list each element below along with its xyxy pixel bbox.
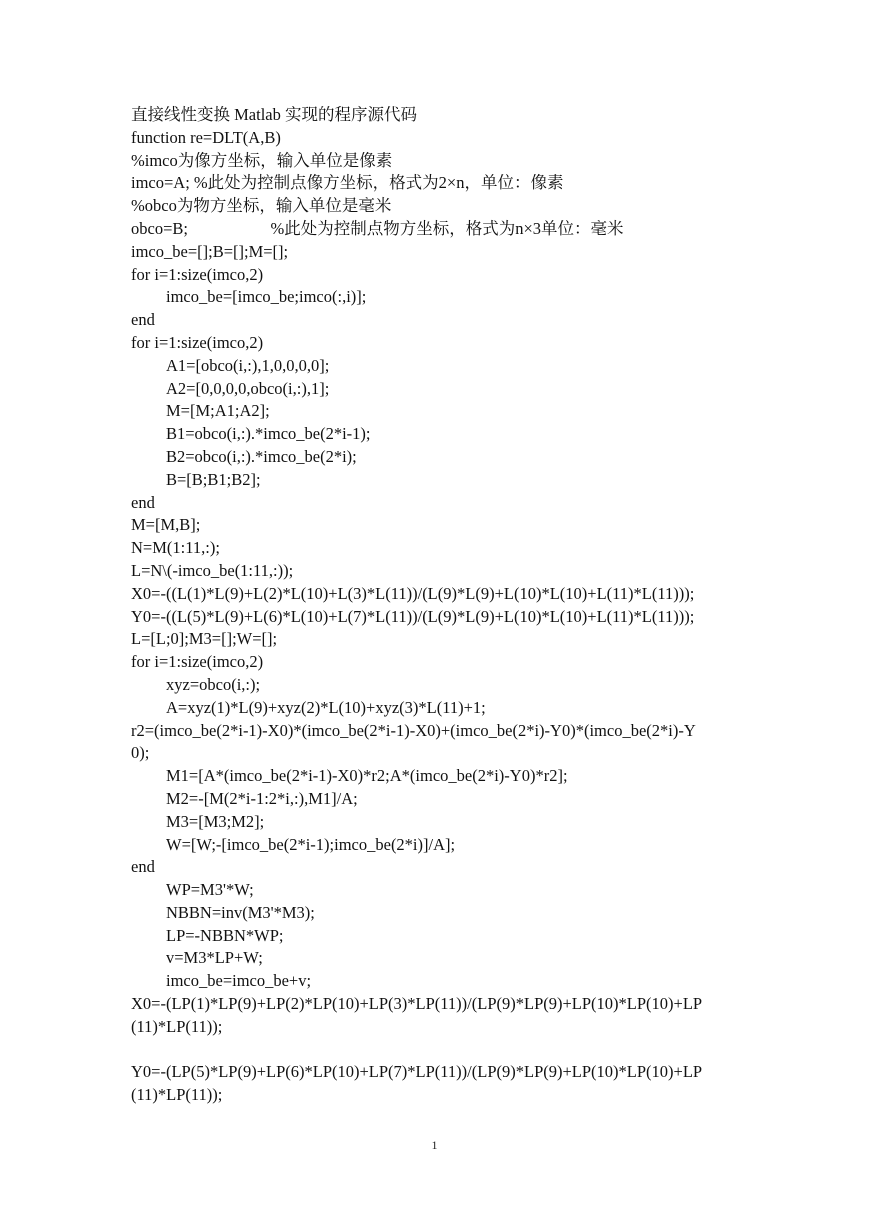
code-line: Y0=-((L(5)*L(9)+L(6)*L(10)+L(7)*L(11))/(L(9)*L(9)+L(10)*L(10)+L(11)*L(11))); xyxy=(131,606,695,626)
code-line: function re=DLT(A,B) xyxy=(131,127,281,147)
code-line: Y0=-(LP(5)*LP(9)+LP(6)*LP(10)+LP(7)*LP(11))/(LP(9)*LP(9)+LP(10)*LP(10)+LP xyxy=(131,1062,703,1082)
code-line: M2=-[M(2*i-1:2*i,:),M1]/A; xyxy=(166,788,358,808)
code-line: end xyxy=(131,310,155,330)
code-line: xyz=obco(i,:); xyxy=(166,674,261,694)
code-line: imco=A; %此处为控制点像方坐标，格式为2×n，单位：像素 xyxy=(131,173,564,193)
code-listing xyxy=(131,104,741,1107)
code-line: end xyxy=(131,492,155,512)
code-line: B=[B;B1;B2]; xyxy=(166,469,261,489)
page-number: 1 xyxy=(431,1138,438,1152)
code-line: M3=[M3;M2]; xyxy=(166,811,265,831)
document-title: 直接线性变换 Matlab 实现的程序源代码 xyxy=(131,105,417,124)
code-line: B1=obco(i,:).*imco_be(2*i-1); xyxy=(166,424,371,444)
blank-line xyxy=(131,1039,741,1062)
code-line: M=[M,B]; xyxy=(131,515,201,535)
code-line: X0=-((L(1)*L(9)+L(2)*L(10)+L(3)*L(11))/(L(9)*L(9)+L(10)*L(10)+L(11)*L(11))); xyxy=(131,583,695,603)
code-line: M1=[A*(imco_be(2*i-1)-X0)*r2;A*(imco_be(2*i)-Y0)*r2]; xyxy=(166,766,568,786)
code-line: N=M(1:11,:); xyxy=(131,538,220,558)
code-line: A2=[0,0,0,0,obco(i,:),1]; xyxy=(166,378,330,398)
code-line: r2=(imco_be(2*i-1)-X0)*(imco_be(2*i-1)-X0)+(imco_be(2*i)-Y0)*(imco_be(2*i)-Y xyxy=(131,720,696,740)
code-line: end xyxy=(131,857,155,877)
code-line: for i=1:size(imco,2) xyxy=(131,332,264,352)
code-line: imco_be=[imco_be;imco(:,i)]; xyxy=(166,287,367,307)
code-line: L=N\(-imco_be(1:11,:)); xyxy=(131,560,294,580)
code-line: obco=B; %此处为控制点物方坐标，格式为n×3单位：毫米 xyxy=(131,218,624,238)
code-line: M=[M;A1;A2]; xyxy=(166,401,270,421)
code-line: imco_be=[];B=[];M=[]; xyxy=(131,241,289,261)
code-line: for i=1:size(imco,2) xyxy=(131,652,264,672)
code-line: W=[W;-[imco_be(2*i-1);imco_be(2*i)]/A]; xyxy=(166,834,456,854)
code-line: A=xyz(1)*L(9)+xyz(2)*L(10)+xyz(3)*L(11)+1; xyxy=(166,697,486,717)
code-line: for i=1:size(imco,2) xyxy=(131,264,264,284)
code-line: imco_be=imco_be+v; xyxy=(166,971,312,991)
code-line: NBBN=inv(M3'*M3); xyxy=(166,902,315,922)
code-line: v=M3*LP+W; xyxy=(166,948,263,968)
code-line: %obco为物方坐标，输入单位是毫米 xyxy=(131,196,392,216)
code-line: X0=-(LP(1)*LP(9)+LP(2)*LP(10)+LP(3)*LP(11))/(LP(9)*LP(9)+LP(10)*LP(10)+LP xyxy=(131,994,703,1014)
code-line: %imco为像方坐标，输入单位是像素 xyxy=(131,150,393,170)
code-line: WP=M3'*W; xyxy=(166,880,254,900)
code-line: B2=obco(i,:).*imco_be(2*i); xyxy=(166,446,357,466)
code-line: (11)*LP(11)); xyxy=(131,1016,223,1036)
code-line: (11)*LP(11)); xyxy=(131,1085,223,1105)
code-line: A1=[obco(i,:),1,0,0,0,0]; xyxy=(166,355,330,375)
code-line: L=[L;0];M3=[];W=[]; xyxy=(131,629,278,649)
code-line: 0); xyxy=(131,743,150,763)
code-line: LP=-NBBN*WP; xyxy=(166,925,284,945)
